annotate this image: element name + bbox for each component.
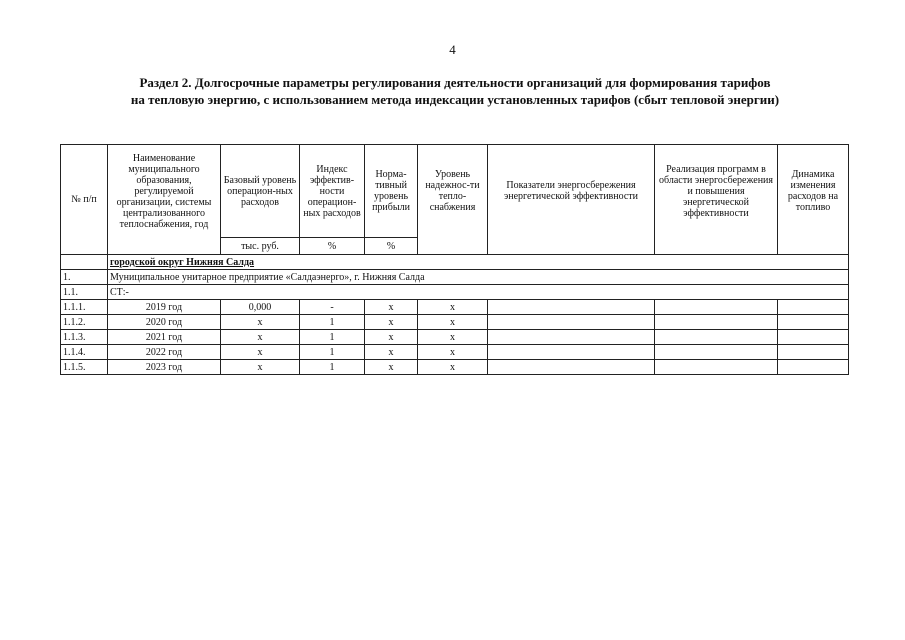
organization-name: Муниципальное унитарное предприятие «Салдаэнерго», г. Нижняя Салда bbox=[108, 270, 849, 285]
page-number: 4 bbox=[449, 42, 456, 57]
row-normative-profit: x bbox=[365, 345, 418, 360]
organization-num: 1. bbox=[61, 270, 108, 285]
row-base-opex: x bbox=[221, 330, 300, 345]
header-programs: Реализация программ в области энергосбережения и повышения энергетической эффективности bbox=[655, 145, 778, 238]
header-efficiency-index: Индекс эффектив-ности операцион-ных расходов bbox=[300, 145, 365, 238]
row-efficiency-index: 1 bbox=[300, 330, 365, 345]
header-energy-saving: Показатели энергосбережения энергетической эффективности bbox=[488, 145, 655, 238]
row-year: 2022 год bbox=[108, 345, 221, 360]
system-num: 1.1. bbox=[61, 285, 108, 300]
row-base-opex: x bbox=[221, 345, 300, 360]
unit-efficiency-index: % bbox=[300, 238, 365, 255]
row-num: 1.1.5. bbox=[61, 360, 108, 375]
municipality-row bbox=[61, 255, 849, 270]
row-normative-profit: x bbox=[365, 315, 418, 330]
row-year: 2021 год bbox=[108, 330, 221, 345]
row-normative-profit: x bbox=[365, 360, 418, 375]
row-num: 1.1.3. bbox=[61, 330, 108, 345]
header-reliability: Уровень надежнос-ти тепло-снабжения bbox=[418, 145, 488, 238]
row-year: 2019 год bbox=[108, 300, 221, 315]
organization-row bbox=[61, 270, 849, 285]
row-normative-profit: x bbox=[365, 330, 418, 345]
table-row bbox=[61, 300, 849, 315]
row-num: 1.1.4. bbox=[61, 345, 108, 360]
row-reliability: x bbox=[418, 345, 488, 360]
row-num: 1.1.2. bbox=[61, 315, 108, 330]
row-base-opex: 0,000 bbox=[221, 300, 300, 315]
row-base-opex: x bbox=[221, 360, 300, 375]
row-efficiency-index: - bbox=[300, 300, 365, 315]
row-base-opex: x bbox=[221, 315, 300, 330]
row-reliability: x bbox=[418, 300, 488, 315]
section-title-line-1: Раздел 2. Долгосрочные параметры регулирования деятельности организаций для формирования тарифов bbox=[139, 75, 771, 90]
header-base-opex: Базовый уровень операцион-ных расходов bbox=[221, 145, 300, 238]
row-efficiency-index: 1 bbox=[300, 315, 365, 330]
system-name: СТ:- bbox=[108, 285, 849, 300]
row-year: 2020 год bbox=[108, 315, 221, 330]
header-name: Наименование муниципального образования, регулируемой организации, системы централизованного теплоснабжения, год bbox=[108, 145, 221, 238]
system-row bbox=[61, 285, 849, 300]
table-row bbox=[61, 330, 849, 345]
row-normative-profit: x bbox=[365, 300, 418, 315]
section-title-line-2: на тепловую энергию, с использованием метода индексации установленных тарифов (сбыт тепловой энергии) bbox=[130, 92, 780, 107]
table-row bbox=[61, 360, 849, 375]
row-year: 2023 год bbox=[108, 360, 221, 375]
row-reliability: x bbox=[418, 315, 488, 330]
table-header-row bbox=[61, 145, 849, 238]
row-efficiency-index: 1 bbox=[300, 345, 365, 360]
unit-base-opex: тыс. руб. bbox=[221, 238, 300, 255]
row-reliability: x bbox=[418, 360, 488, 375]
row-reliability: x bbox=[418, 330, 488, 345]
table-row bbox=[61, 345, 849, 360]
header-fuel-dynamics: Динамика изменения расходов на топливо bbox=[778, 145, 849, 238]
header-normative-profit: Норма-тивный уровень прибыли bbox=[365, 145, 418, 238]
row-num: 1.1.1. bbox=[61, 300, 108, 315]
header-num: № п/п bbox=[61, 145, 108, 255]
table-row bbox=[61, 315, 849, 330]
municipality-label: городской округ Нижняя Салда bbox=[110, 256, 255, 268]
tariff-parameters-table bbox=[60, 144, 849, 375]
unit-normative-profit: % bbox=[365, 238, 418, 255]
row-efficiency-index: 1 bbox=[300, 360, 365, 375]
table-units-row bbox=[61, 238, 849, 255]
section-title bbox=[60, 74, 850, 108]
